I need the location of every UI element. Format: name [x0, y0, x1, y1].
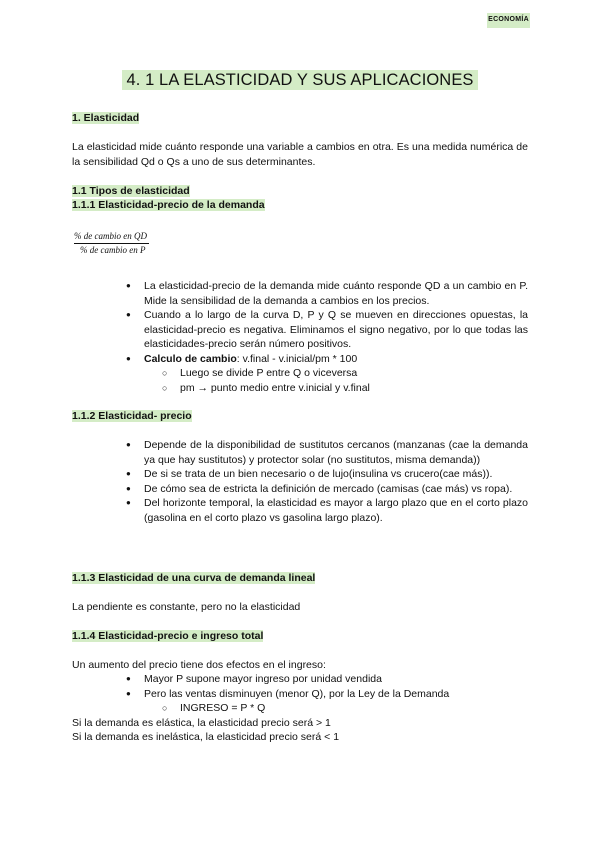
- list-item: ● Del horizonte temporal, la elasticidad es mayor a largo plazo que en el corto plazo (gasolina en el corto plazo vs gasolina largo plazo).: [144, 496, 528, 525]
- list-item: ● Depende de la disponibilidad de sustitutos cercanos (manzanas (cae la demanda ya que hay sustitutos) y protector solar (no sustitutos, misma demanda)): [144, 438, 528, 467]
- section-heading-1-1-2: 1.1.2 Elasticidad- precio: [72, 410, 192, 422]
- formula-numerator: % de cambio en QD: [74, 231, 149, 244]
- elasticity-formula: [74, 231, 174, 256]
- sublist-item: ○ pm → punto medio entre v.inicial y v.final: [144, 381, 528, 396]
- list-item: ● Mayor P supone mayor ingreso por unidad vendida: [144, 672, 528, 687]
- sublist: [144, 366, 528, 395]
- inelastic-rule-line: Si la demanda es inelástica, la elasticidad precio será < 1: [72, 731, 340, 743]
- section-1-1-4-intro: Un aumento del precio tiene dos efectos en el ingreso:: [72, 659, 326, 671]
- list-item: ● La elasticidad-precio de la demanda mide cuánto responde QD a un cambio en P. Mide la sensibilidad de la demanda a cambios en los precios.: [144, 279, 528, 308]
- section-1-1-3-text: La pendiente es constante, pero no la elasticidad: [72, 601, 301, 613]
- list-item: ● Calculo de cambio: v.final - v.inicial/pm * 100 ○ Luego se divide P entre Q o viceversa ○ pm → punto medio entre v.inicial y v.final: [144, 352, 528, 396]
- list-1-1-4: [144, 672, 528, 716]
- list-1-1-1: [144, 279, 528, 395]
- list-item: ● De si se trata de un bien necesario o de lujo(insulina vs crucero(cae más)).: [144, 467, 528, 482]
- section-1-paragraph: La elasticidad mide cuánto responde una variable a cambios en otra. Es una medida numérica de la sensibilidad Qd o Qs a uno de sus determinantes.: [72, 141, 528, 168]
- sublist-item: ○ Luego se divide P entre Q o viceversa: [144, 366, 528, 381]
- header-subject-tag: ECONOMÍA: [487, 13, 530, 28]
- list-item: ● Cuando a lo largo de la curva D, P y Q se mueven en direcciones opuestas, la elasticidad-precio es negativa. Eliminamos el signo negativo, por lo que todas las elasticidades-precio serán número positivos.: [144, 308, 528, 352]
- list-item: ● Pero las ventas disminuyen (menor Q), por la Ley de la Demanda ○ INGRESO = P * Q: [144, 687, 528, 716]
- section-heading-1-1-1: 1.1.1 Elasticidad-precio de la demanda: [72, 199, 265, 211]
- list-1-1-2: [144, 438, 528, 525]
- sublist: [144, 701, 528, 716]
- sublist-item: ○ INGRESO = P * Q: [144, 701, 528, 716]
- section-heading-1-1-4: 1.1.4 Elasticidad-precio e ingreso total: [72, 630, 264, 642]
- page-title: 4. 1 LA ELASTICIDAD Y SUS APLICACIONES: [0, 70, 600, 90]
- elastic-rule-line: Si la demanda es elástica, la elasticidad precio será > 1: [72, 717, 331, 729]
- section-heading-1-1-3: 1.1.3 Elasticidad de una curva de demanda lineal: [72, 572, 316, 584]
- formula-denominator: % de cambio en P: [80, 245, 146, 255]
- section-heading-1-1: 1.1 Tipos de elasticidad: [72, 185, 190, 197]
- list-item: ● De cómo sea de estricta la definición de mercado (camisas (cae más) vs ropa).: [144, 482, 528, 497]
- section-heading-1: 1. Elasticidad: [72, 112, 140, 124]
